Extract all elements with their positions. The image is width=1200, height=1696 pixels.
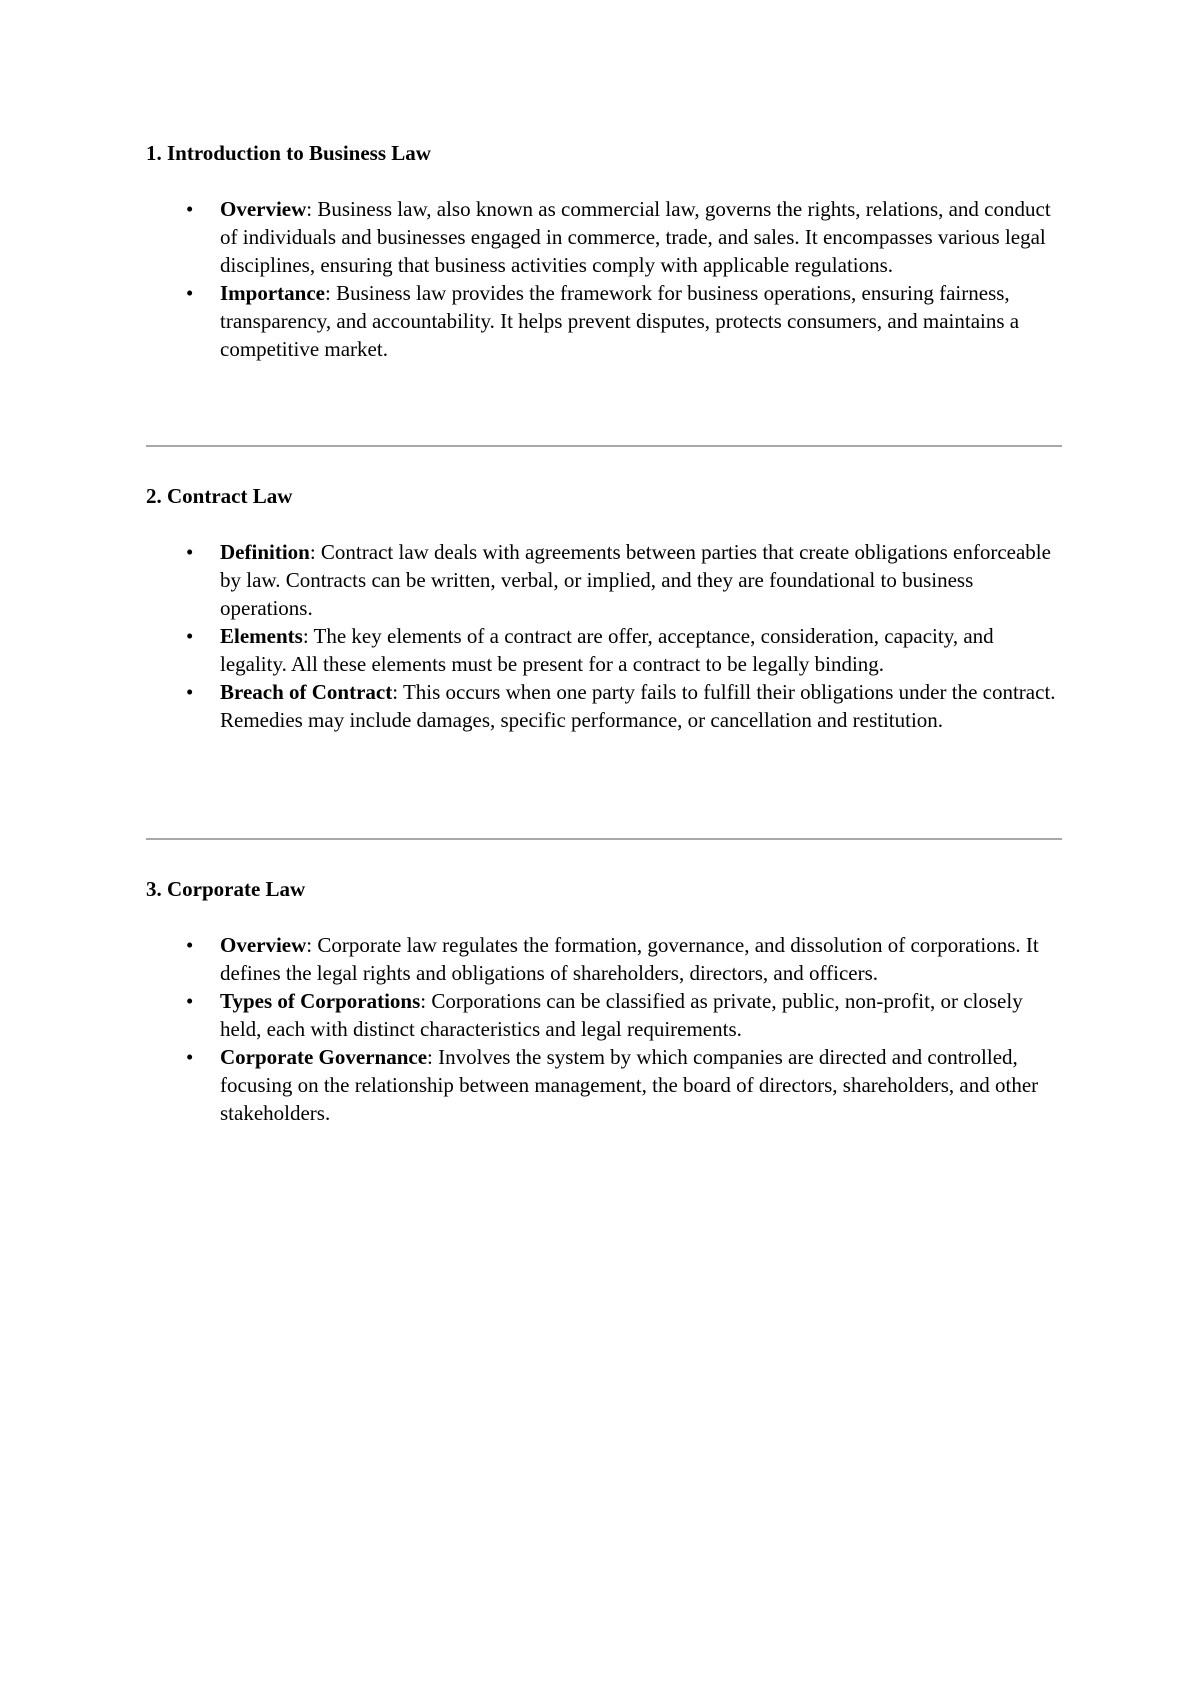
item-text: : Business law, also known as commercial law, governs the rights, relations, and conduct of individuals and businesses engaged in commerce, trade, and sales. It encompasses various legal disciplines, ensuring that business activities comply with applicable regulations. [220, 197, 1051, 278]
bullet-icon: • [186, 624, 194, 649]
item-text: : Involves the system by which companies are directed and controlled, focusing on the relationship between management, the board of directors, shareholders, and other stakeholders. [220, 1045, 1039, 1126]
item-text: : Contract law deals with agreements between parties that create obligations enforceable by law. Contracts can be written, verbal, or implied, and they are foundational to business operations. [220, 540, 1051, 621]
list-item [146, 1043, 1062, 1127]
item-term: Corporate Governance [220, 1045, 428, 1070]
list-item [146, 538, 1062, 622]
item-text: : Corporate law regulates the formation, governance, and dissolution of corporations. It defines the legal rights and obligations of shareholders, directors, and officers. [220, 933, 1039, 986]
list-item [146, 987, 1062, 1043]
bullet-icon: • [186, 281, 194, 306]
bullet-icon: • [186, 933, 194, 958]
bullet-icon: • [186, 989, 194, 1014]
item-term: Elements [220, 624, 303, 649]
bullet-icon: • [186, 197, 194, 222]
item-text: : Business law provides the framework for business operations, ensuring fairness, transparency, and accountability. It helps prevent disputes, protects consumers, and maintains a competitive market. [220, 281, 1020, 362]
item-term: Types of Corporations [220, 989, 421, 1014]
section-divider [146, 445, 1062, 447]
item-text: : Corporations can be classified as private, public, non-profit, or closely held, each with distinct characteristics and legal requirements. [220, 989, 1023, 1042]
item-term: Breach of Contract [220, 680, 393, 705]
bullet-icon: • [186, 540, 194, 565]
item-text: : The key elements of a contract are offer, acceptance, consideration, capacity, and legality. All these elements must be present for a contract to be legally binding. [220, 624, 994, 677]
bullet-icon: • [186, 680, 194, 705]
section-title: 2. Contract Law [146, 484, 293, 508]
section-corporate-law [146, 876, 1062, 1127]
list-item [146, 931, 1062, 987]
section-introduction [146, 140, 1062, 363]
section-contract-law [146, 483, 1062, 734]
list-item [146, 279, 1062, 363]
list-item [146, 195, 1062, 279]
item-text: : This occurs when one party fails to fulfill their obligations under the contract. Remedies may include damages, specific performance, or cancellation and restitution. [220, 680, 1056, 733]
bullet-list [146, 195, 1062, 363]
section-title: 3. Corporate Law [146, 877, 306, 901]
item-term: Overview [220, 933, 307, 958]
bullet-icon: • [186, 1045, 194, 1070]
section-title: 1. Introduction to Business Law [146, 141, 431, 165]
item-term: Importance [220, 281, 325, 306]
item-term: Definition [220, 540, 310, 565]
list-item [146, 678, 1062, 734]
item-term: Overview [220, 197, 307, 222]
bullet-list [146, 931, 1062, 1127]
section-divider [146, 838, 1062, 840]
bullet-list [146, 538, 1062, 734]
list-item [146, 622, 1062, 678]
